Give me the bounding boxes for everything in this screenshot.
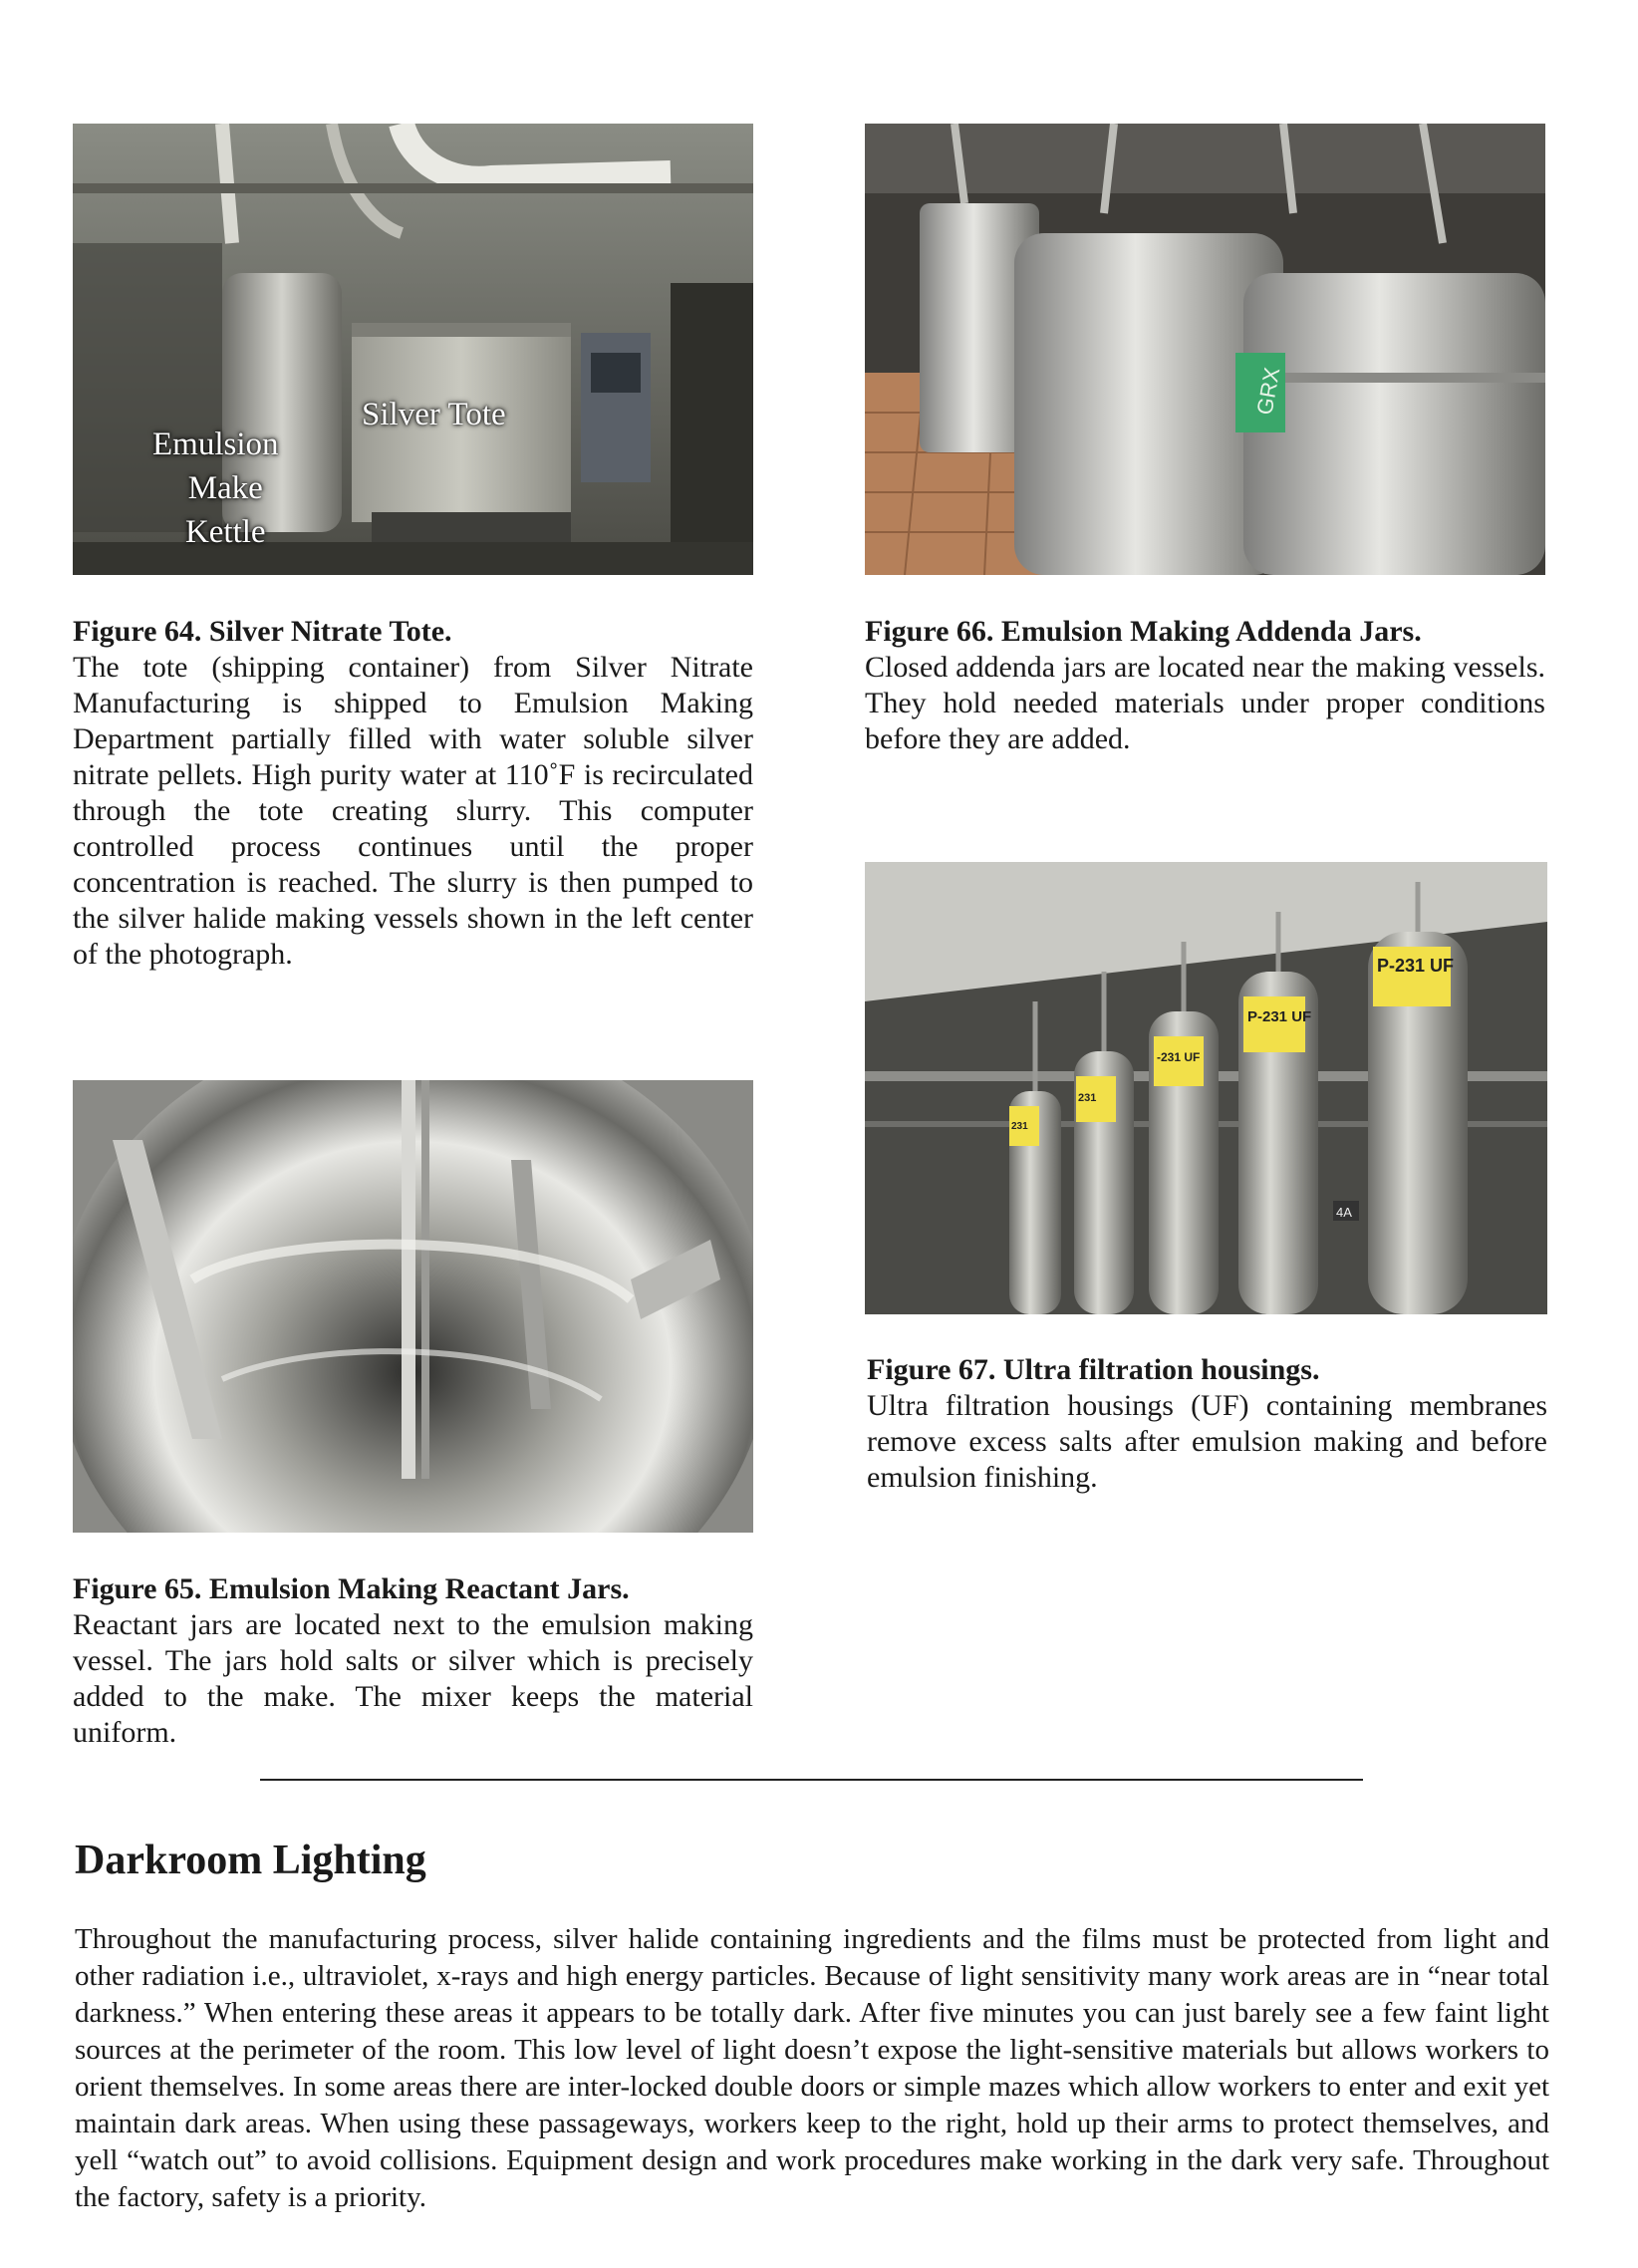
section-divider — [260, 1779, 1363, 1781]
figure-66-title: Figure 66. Emulsion Making Addenda Jars. — [865, 615, 1422, 648]
figure-64-title: Figure 64. Silver Nitrate Tote. — [73, 615, 452, 648]
label-line: Emulsion — [152, 426, 279, 462]
section-heading: Darkroom Lighting — [75, 1838, 426, 1883]
figure-67-caption — [867, 1352, 1547, 1496]
figure-65-caption — [73, 1571, 753, 1751]
label-line: Kettle — [184, 514, 266, 550]
figure-64-photo — [73, 124, 753, 575]
figure-67-text: Ultra filtration housings (UF) containing membranes remove excess salts after emulsion making and before emulsion finishing. — [867, 1389, 1547, 1494]
uf-tag-4: 231 — [1078, 1092, 1097, 1104]
floor-tag: 4A — [1336, 1205, 1352, 1220]
grx-tank-label: GRX — [1251, 365, 1285, 418]
figure-67-photo — [865, 862, 1547, 1314]
figure-66-text: Closed addenda jars are located near the making vessels. They hold needed materials under proper conditions before they are added. — [865, 651, 1545, 755]
section-body: Throughout the manufacturing process, silver halide containing ingredients and the films must be protected from light and other radiation i.e., ultraviolet, x-rays and high energy particles. Because of light sensitivity many work areas are in “near total darkness.” When entering these areas it appears to be totally dark. After five minutes you can just barely see a few faint light sources at the perimeter of the room. This low level of light doesn’t expose the light-sensitive materials but allows workers to orient themselves. In some areas there are inter-locked double doors or simple mazes which allow workers to enter and exit yet maintain dark areas. When using these passageways, workers keep to the right, hold up their arms to protect themselves, and yell “watch out” to avoid collisions. Equipment design and work procedures make working in the dark very safe. Throughout the factory, safety is a priority. — [75, 1923, 1549, 2213]
label-line: Make — [187, 470, 263, 506]
uf-tag-3: -231 UF — [1157, 1050, 1201, 1064]
figure-65-text: Reactant jars are located next to the emulsion making vessel. The jars hold salts or silver which is precisely added to the make. The mixer keeps the material uniform. — [73, 1608, 753, 1749]
figure-67-title: Figure 67. Ultra filtration housings. — [867, 1353, 1320, 1386]
uf-tag-2: P-231 UF — [1247, 1008, 1312, 1025]
uf-tag-5: 231 — [1011, 1121, 1028, 1132]
emulsion-make-kettle-label — [152, 423, 279, 554]
figure-64-text: The tote (shipping container) from Silver Nitrate Manufacturing is shipped to Emulsion Making Department partially filled with water soluble silver nitrate pellets. High purity water at 110˚F is recirculated through the tote creating slurry. This computer controlled process continues until the proper concentration is reached. The slurry is then pumped to the silver halide making vessels shown in the left center of the photograph. — [73, 651, 753, 971]
figure-65-photo — [73, 1080, 753, 1533]
addenda-jars-image — [865, 124, 1545, 575]
reactant-jar-image — [73, 1080, 753, 1533]
uf-tag-1: P-231 UF — [1377, 956, 1455, 976]
figure-64-caption — [73, 614, 753, 973]
figure-66-caption — [865, 614, 1545, 757]
figure-66-photo — [865, 124, 1545, 575]
ultra-filtration-image — [865, 862, 1547, 1314]
figure-65-title: Figure 65. Emulsion Making Reactant Jars. — [73, 1572, 630, 1605]
silver-tote-label: Silver Tote — [362, 397, 506, 432]
